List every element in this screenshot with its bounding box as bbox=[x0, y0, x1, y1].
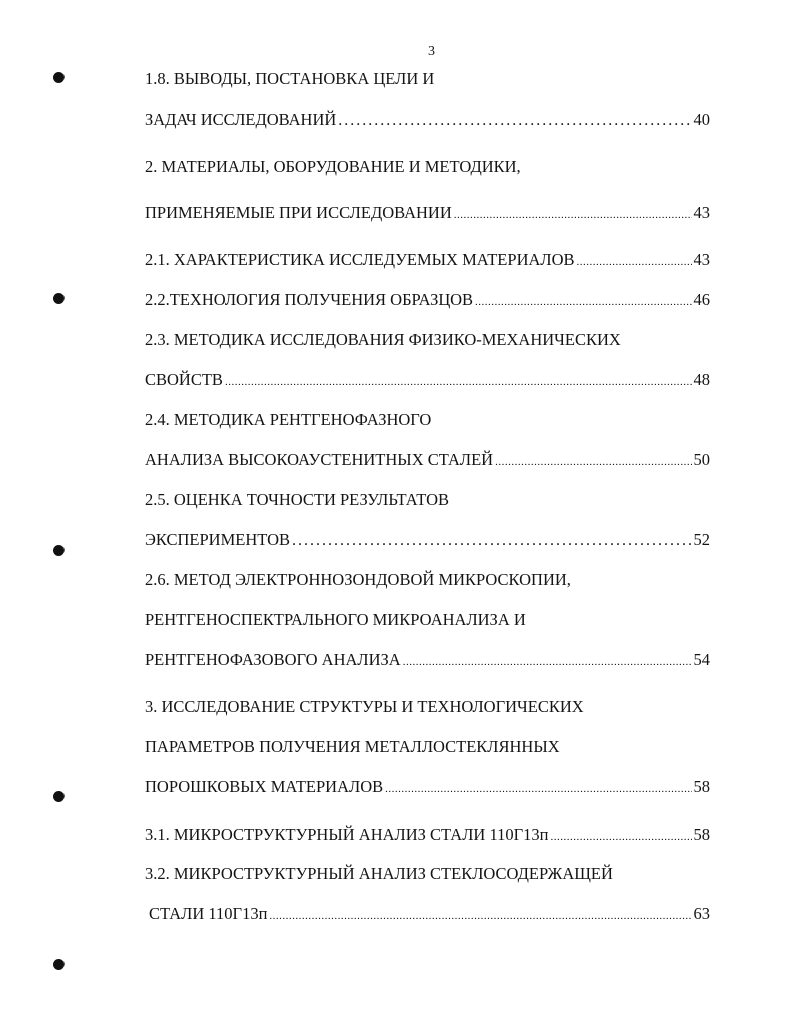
punch-hole-icon bbox=[53, 791, 64, 802]
toc-entry bbox=[145, 650, 710, 672]
toc-entry bbox=[145, 904, 710, 926]
toc-page-ref: 50 bbox=[693, 450, 710, 469]
toc-page-ref: 40 bbox=[693, 110, 710, 129]
toc-heading-line: 3.2. МИКРОСТРУКТУРНЫЙ АНАЛИЗ СТЕКЛОСОДЕРЖАЩЕЙ bbox=[145, 864, 613, 883]
toc-entry-text: СТАЛИ 110Г13п bbox=[149, 904, 268, 923]
leader-dots bbox=[292, 531, 691, 551]
toc-entry-text: 3.1. МИКРОСТРУКТУРНЫЙ АНАЛИЗ СТАЛИ 110Г13п bbox=[145, 825, 549, 844]
toc-heading-line: ПАРАМЕТРОВ ПОЛУЧЕНИЯ МЕТАЛЛОСТЕКЛЯННЫХ bbox=[145, 737, 560, 756]
toc-entry-text: СВОЙСТВ bbox=[145, 370, 223, 389]
toc-heading-line: 2.5. ОЦЕНКА ТОЧНОСТИ РЕЗУЛЬТАТОВ bbox=[145, 490, 450, 509]
toc-heading-line: РЕНТГЕНОСПЕКТРАЛЬНОГО МИКРОАНАЛИЗА И bbox=[145, 610, 526, 629]
toc-entry bbox=[145, 290, 710, 312]
toc-entry-text: РЕНТГЕНОФАЗОВОГО АНАЛИЗА bbox=[145, 650, 401, 669]
toc-heading-line: 3. ИССЛЕДОВАНИЕ СТРУКТУРЫ И ТЕХНОЛОГИЧЕСКИХ bbox=[145, 697, 584, 716]
leader-dots bbox=[225, 372, 692, 392]
toc-page-ref: 58 bbox=[693, 825, 710, 844]
toc-entry bbox=[145, 825, 710, 847]
toc-page-ref: 58 bbox=[693, 777, 710, 796]
toc-heading-line: 2. МАТЕРИАЛЫ, ОБОРУДОВАНИЕ И МЕТОДИКИ, bbox=[145, 157, 521, 176]
toc-entry bbox=[145, 370, 710, 392]
toc-entry-text: 2.1. ХАРАКТЕРИСТИКА ИССЛЕДУЕМЫХ МАТЕРИАЛОВ bbox=[145, 250, 575, 269]
toc-entry bbox=[145, 250, 710, 272]
toc-page-ref: 63 bbox=[693, 904, 710, 923]
toc-entry-text: ЭКСПЕРИМЕНТОВ bbox=[145, 530, 291, 549]
toc-entry-text: АНАЛИЗА ВЫСОКОАУСТЕНИТНЫХ СТАЛЕЙ bbox=[145, 450, 494, 469]
toc-page-ref: 43 bbox=[693, 250, 710, 269]
toc-page-ref: 48 bbox=[693, 370, 710, 389]
toc-entry-text: 2.2.ТЕХНОЛОГИЯ ПОЛУЧЕНИЯ ОБРАЗЦОВ bbox=[145, 290, 474, 309]
leader-dots bbox=[385, 779, 691, 799]
toc-heading-line: 2.4. МЕТОДИКА РЕНТГЕНОФАЗНОГО bbox=[145, 410, 432, 429]
toc-entry-text: ПРИМЕНЯЕМЫЕ ПРИ ИССЛЕДОВАНИИ bbox=[145, 203, 452, 222]
leader-dots bbox=[550, 827, 691, 847]
leader-dots bbox=[495, 452, 691, 472]
leader-dots bbox=[338, 111, 691, 131]
toc-heading-line: 1.8. ВЫВОДЫ, ПОСТАНОВКА ЦЕЛИ И bbox=[145, 69, 435, 88]
toc-page-ref: 52 bbox=[693, 530, 710, 549]
punch-hole-icon bbox=[53, 545, 64, 556]
toc-entry bbox=[145, 110, 710, 131]
toc-heading-line: 2.3. МЕТОДИКА ИССЛЕДОВАНИЯ ФИЗИКО-МЕХАНИЧЕСКИХ bbox=[145, 330, 621, 349]
toc-page-ref: 46 bbox=[693, 290, 710, 309]
toc-entry-text: ЗАДАЧ ИССЛЕДОВАНИЙ bbox=[145, 110, 337, 129]
toc-page-ref: 43 bbox=[693, 203, 710, 222]
toc-entry bbox=[145, 203, 710, 225]
leader-dots bbox=[269, 906, 691, 926]
punch-hole-icon bbox=[53, 959, 64, 970]
toc-entry bbox=[145, 530, 710, 551]
toc-entry bbox=[145, 450, 710, 472]
leader-dots bbox=[475, 292, 691, 312]
leader-dots bbox=[403, 652, 692, 672]
page-number: 3 bbox=[428, 44, 435, 59]
leader-dots bbox=[454, 205, 692, 225]
toc-entry-text: ПОРОШКОВЫХ МАТЕРИАЛОВ bbox=[145, 777, 384, 796]
toc-heading-line: 2.6. МЕТОД ЭЛЕКТРОННОЗОНДОВОЙ МИКРОСКОПИИ, bbox=[145, 570, 571, 589]
punch-hole-icon bbox=[53, 72, 64, 83]
toc-page-ref: 54 bbox=[693, 650, 710, 669]
leader-dots bbox=[577, 252, 692, 272]
toc-entry bbox=[145, 777, 710, 799]
punch-hole-icon bbox=[53, 293, 64, 304]
